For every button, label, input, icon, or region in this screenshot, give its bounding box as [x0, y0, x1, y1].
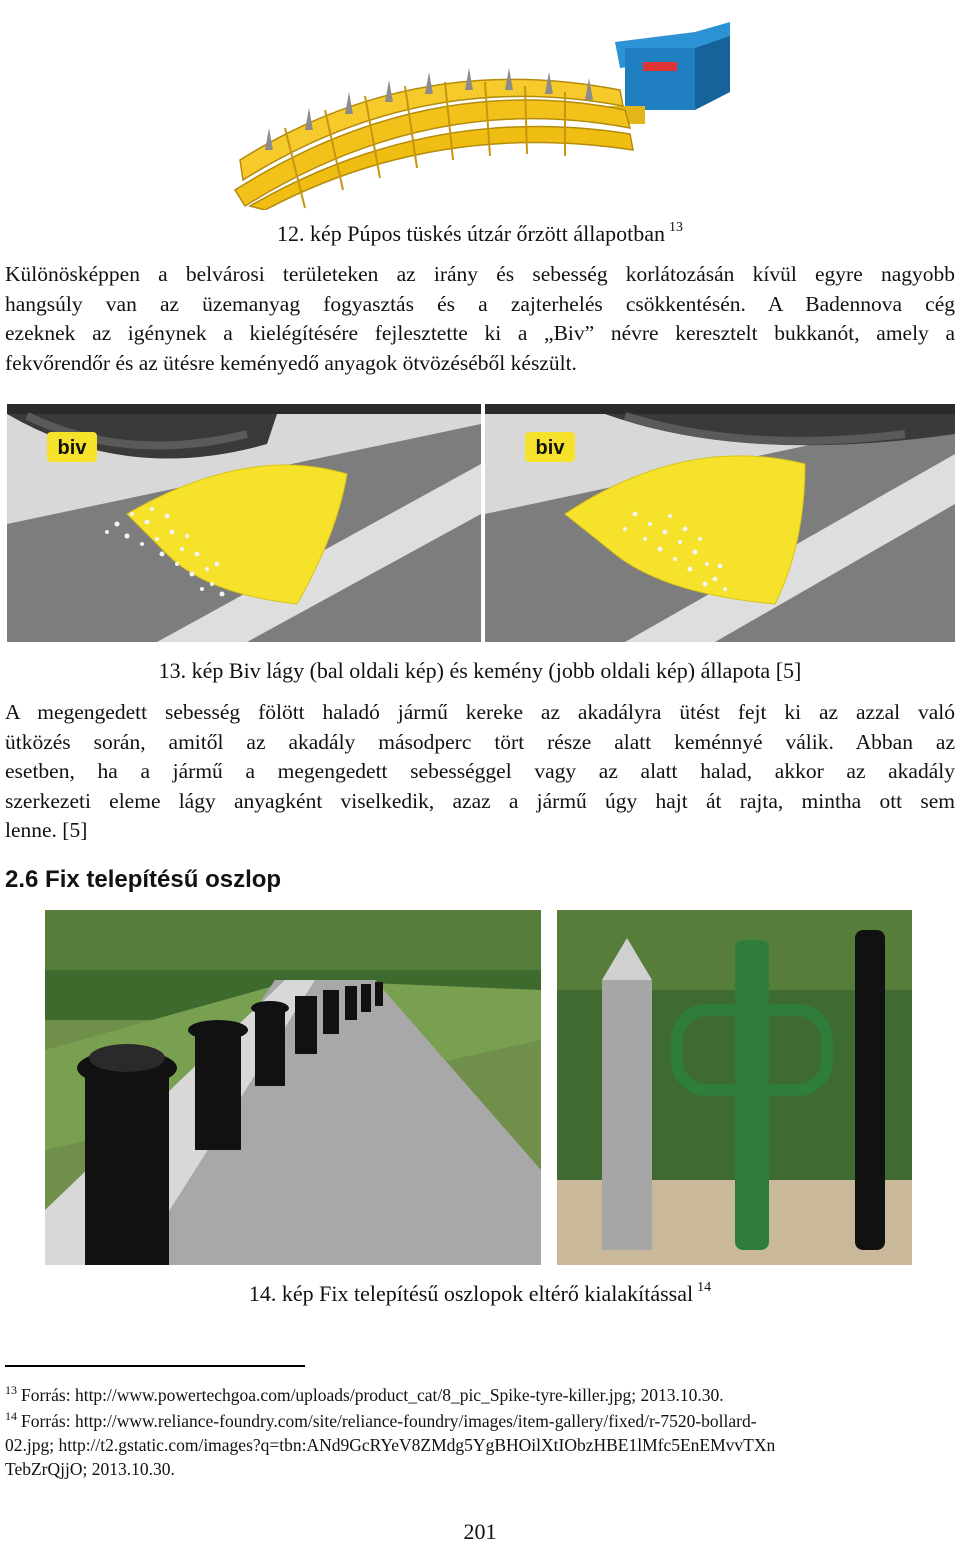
bollard-styles-image	[557, 910, 912, 1265]
biv-hard-state-image	[485, 404, 955, 642]
biv-soft-state-image	[7, 404, 481, 642]
figure-13-caption: 13. kép Biv lágy (bal oldali kép) és kemény (jobb oldali kép) állapota [5]	[158, 658, 802, 683]
footnote-ref-14: 14	[697, 1280, 712, 1295]
paragraph-biv-behaviour: A megengedett sebesség fölött haladó jármű kereke az akadályra ütést fejt ki az azzal való ütközés során, amitől az akadály másodperc tört része alatt keménnyé válik. Abban az esetben, ha a jármű a megengedett sebességgel vagy az alatt halad, akkor az akadály szerkezeti eleme lágy anyagként viselkedik, azaz a jármű úgy hajt át rajta, mintha ott sem lenne. [5]	[5, 700, 955, 842]
footnote-separator	[5, 1365, 305, 1367]
figure-14-caption: 14. kép Fix telepítésű oszlopok eltérő kialakítással $^{14}$	[248, 1280, 712, 1306]
spike-barrier-image	[225, 10, 735, 210]
figure-12-caption: 12. kép Púpos tüskés útzár őrzött állapotban $^{13}$	[277, 220, 683, 246]
bollard-row-image	[45, 910, 541, 1265]
paragraph-biv-intro: Különösképpen a belvárosi területeken az irány és sebesség korlátozásán kívül egyre nagyobb hangsúly van az üzemanyag fogyasztás és a zajterhelés csökkentésén. A Badennova cég ezeknek az igénynek a kielégítésére fejlesztette ki a „Biv” névre keresztelt bukkanót, amely a fekvőrendőr és az ütésre keményedő anyagok ötvözéséből készült.	[5, 262, 955, 375]
biv-logo-right: biv	[535, 437, 565, 459]
footnote-ref-13: 13	[668, 220, 683, 235]
footnote-13: $^{13}$ Forrás: http://www.powertechgoa.com/uploads/product_cat/8_pic_Spike-tyre-killer.jpg; 2013.10.30.	[5, 1383, 724, 1405]
biv-logo-left: biv	[57, 437, 87, 459]
footnote-14: $^{14}$ Forrás: http://www.reliance-foundry.com/site/reliance-foundry/images/item-gallery/fixed/r-7520-bollard- 02.jpg; http://t2.gstatic.com/images?q=tbn:ANd9GcRYeV8ZMdg5YgBHOilXtIObzHBE1lMfc5EnEMvvTXn TebZrQjjO; 2013.10.30.	[5, 1409, 776, 1479]
page-number: 201	[463, 1519, 497, 1544]
section-heading: 2.6 Fix telepítésű oszlop	[5, 866, 282, 893]
